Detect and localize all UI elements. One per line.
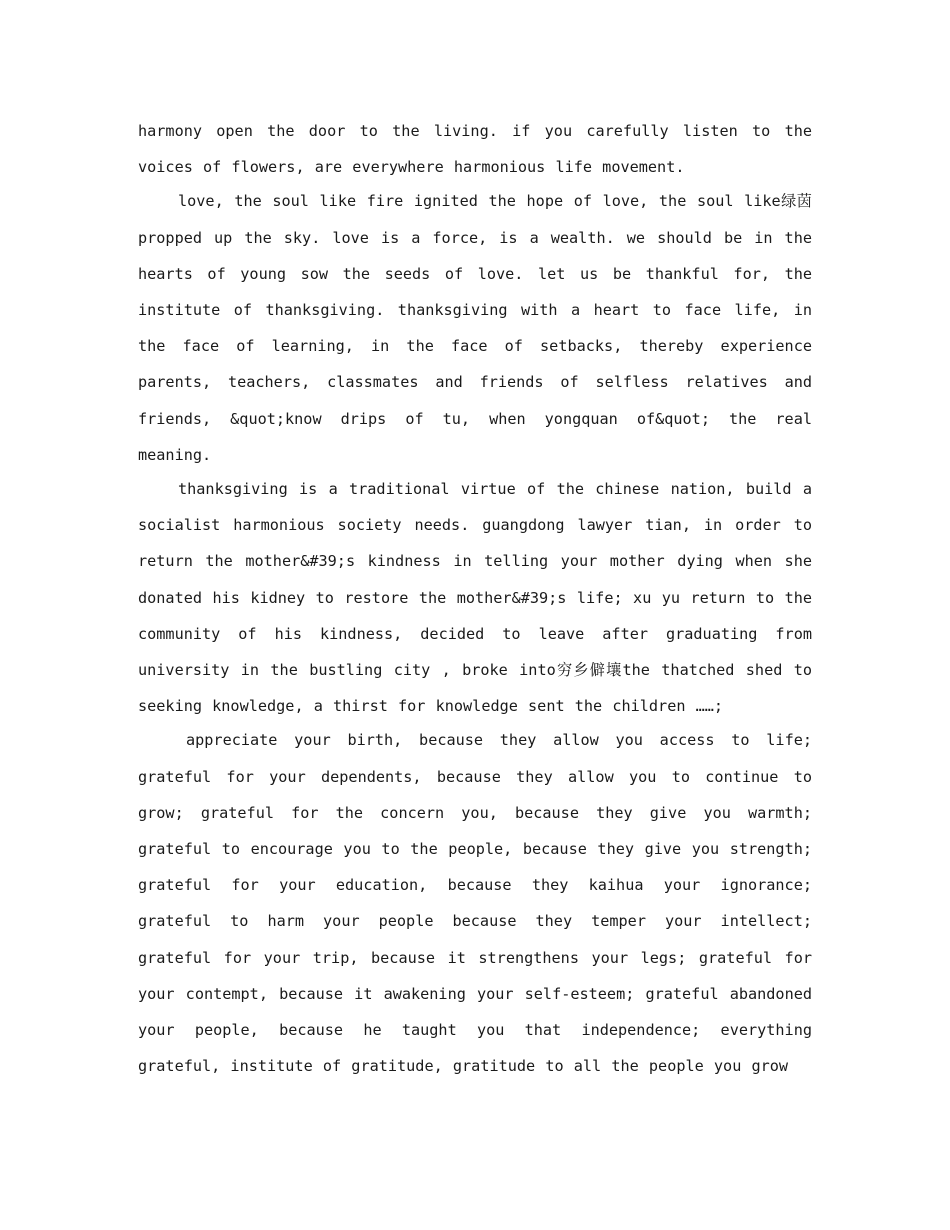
document-body bbox=[138, 113, 812, 1082]
paragraph-thanksgiving: thanksgiving is a traditional virtue of the chinese nation, build a socialist harmonious society needs. guangdong lawyer tian, in order to return the mother&#39;s kindness in telling your mother dying when she donated his kidney to restore the mother&#39;s life; xu yu return to the community of his kindness, decided to leave after graduating from university in the bustling city , broke into穷乡僻壤the thatched shed to seeking knowledge, a thirst for knowledge sent the children ……; bbox=[138, 480, 812, 716]
paragraph-appreciate: appreciate your birth, because they allow you access to life; grateful for your dependents, because they allow you to continue to grow; grateful for the concern you, because they give you warmth; grateful to encourage you to the people, because they give you strength; grateful for your education, because they kaihua your ignorance; grateful to harm your people because they temper your intellect; grateful for your trip, because it strengthens your legs; grateful for your contempt, because it awakening your self-esteem; grateful abandoned your people, because he taught you that independence; everything grateful, institute of gratitude, gratitude to all the people you grow bbox=[138, 731, 812, 1076]
paragraph-harmony: harmony open the door to the living. if you carefully listen to the voices of flowers, are everywhere harmonious life movement. bbox=[138, 122, 812, 177]
paragraph-love: love, the soul like fire ignited the hope of love, the soul like绿茵propped up the sky. love is a force, is a wealth. we should be in the hearts of young sow the seeds of love. let us be thankful for, the institute of thanksgiving. thanksgiving with a heart to face life, in the face of learning, in the face of setbacks, thereby experience parents, teachers, classmates and friends of selfless relatives and friends, &quot;know drips of tu, when yongquan of&quot; the real meaning. bbox=[138, 192, 812, 464]
